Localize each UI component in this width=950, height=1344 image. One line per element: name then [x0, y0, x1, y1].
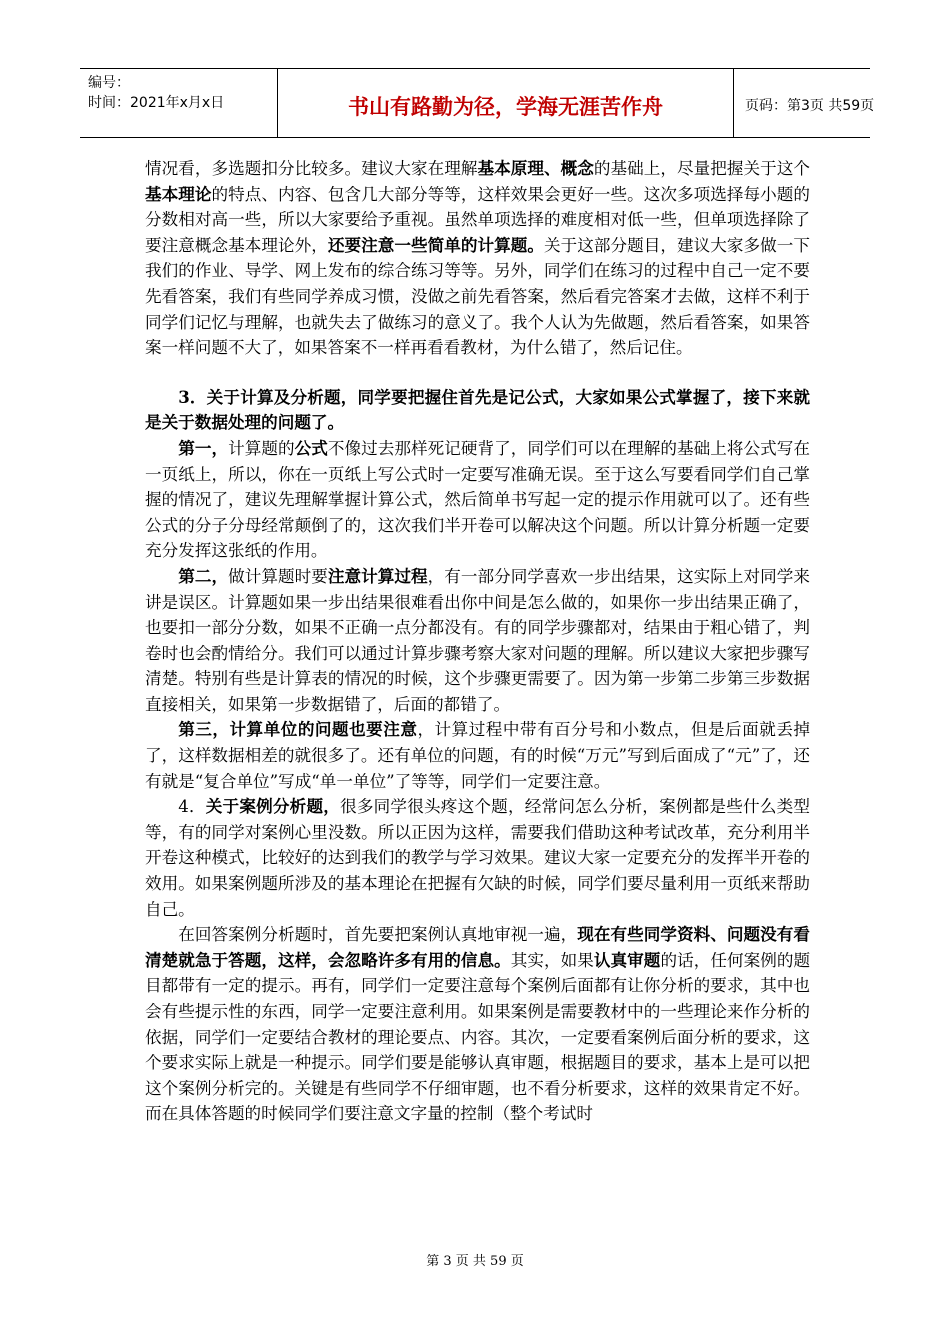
bold-text-run: 注意计算过程: [327, 565, 428, 586]
text-run: 的特点、内容、包含几大部分等等，这样效果会更好一些。这次多项选择每小题的分数相对高一些，所以大家要给予重视。虽然单项选择的难度相对低一些，但单项选择除了要注意概念基本理论外，: [145, 184, 811, 255]
text-run: ，计算过程中带有百分号和小数点，但是后面就丢掉了，这样数据相差的就很多了。还有单位的问题，有的时候“万元”写到后面成了“元”了，还有就是“复合单位”写成“单一单位”了等等，同学们一定要注意。: [145, 720, 811, 791]
paragraph-2: [145, 385, 810, 436]
bold-text-run: 公式: [294, 437, 328, 458]
paragraph-1: [145, 156, 810, 361]
paragraph-3: [145, 436, 810, 564]
bold-text-run: 第一，: [178, 437, 229, 458]
bold-text-run: 还要注意一些简单的计算题。: [327, 234, 545, 255]
text-run: 关于这部分题目，建议大家多做一下我们的作业、导学、网上发布的综合练习等等。另外，同学们在练习的过程中自己一定不要先看答案，我们有些同学养成习惯，没做之前先看答案，然后看完答案才去做，这样不利于同学们记忆与理解，也就失去了做练习的意义了。我个人认为先做题，然后看答案，如果答案一样问题不大了，如果答案不一样再看看教材，为什么错了，然后记住。: [145, 235, 811, 358]
text-run: 的基础上，尽量把握关于这个: [593, 159, 811, 178]
bold-text-run: 现在有些同学资料、问题没有看清楚就急于答题，这样，会忽略许多有用的信息。: [145, 924, 811, 970]
document-body: [145, 156, 810, 1127]
document-number-label: 编号：: [88, 75, 130, 91]
paragraph-5: [145, 717, 810, 794]
header-motto: 书山有路勤为径，学海无涯苦作舟: [348, 95, 663, 119]
text-run: 很多同学很头疼这个题，经常问怎么分析，案例都是些什么类型等，有的同学对案例心里没数。所以正因为这样，需要我们借助这种考试改革，充分利用半开卷这种模式，比较好的达到我们的教学与学习效果。建议大家一定要充分的发挥半开卷的效用。如果案例题所涉及的基本理论在把握有欠缺的时候，同学们要尽量利用一页纸来帮助自己。: [145, 797, 810, 919]
text-run: 在回答案例分析题时，首先要把案例认真地审视一遍，: [178, 925, 578, 945]
bold-text-run: 基本原理、概念: [477, 158, 594, 178]
bold-text-run: 认真审题: [593, 949, 661, 970]
text-run: 不像过去那样死记硬背了，同学们可以在理解的基础上将公式写在一页纸上，所以，你在一页纸上写公式时一定要写准确无误。至于这么写要看同学们自己掌握的情况了，建议先理解掌握计算公式，然后简单书写起一定的提示作用就可以了。还有些公式的分子分母经常颠倒了的，这次我们半开卷可以解决这个问题。所以计算分析题一定要充分发挥这张纸的作用。: [145, 438, 811, 561]
text-run: 做计算题时要: [228, 566, 328, 586]
header-left-cell: [80, 69, 278, 137]
text-run: 4．: [178, 797, 206, 817]
page-footer: 第 3 页 共 59 页: [426, 1254, 524, 1269]
text-run: ，有一部分同学喜欢一步出结果，这实际上对同学来讲是误区。计算题如果一步出结果很难看出你中间是怎么做的，如果你一步出结果正确了，也要扣一部分分数，如果不正确一点分都没有。有的同学步骤都对，结果由于粗心错了，判卷时也会酌情给分。我们可以通过计算步骤考察大家对问题的理解。所以建议大家把步骤写清楚。特别有些是计算表的情况的时候，这个步骤更需要了。因为第一步第二步第三步数据直接相关，如果第一步数据错了，后面的都错了。: [145, 566, 811, 714]
paragraph-6: [145, 794, 810, 922]
bold-text-run: 3．关于计算及分析题，同学要把握住首先是记公式，大家如果公式掌握了，接下来就是关于数据处理的问题了。: [145, 386, 810, 433]
bold-text-run: 关于案例分析题，: [205, 796, 341, 817]
header-motto-cell: [278, 69, 734, 137]
header-page-info: 页码：第3页 共59页: [745, 98, 875, 114]
text-run: 的话，任何案例的题目都带有一定的提示。再有，同学们一定要注意每个案例后面都有让你分析的要求，其中也会有些提示性的东西，同学一定要注意利用。如果案例是需要教材中的一些理论来作分析的依据，同学们一定要结合教材的理论要点、内容。其次，一定要看案例后面分析的要求，这个要求实际上就是一种提示。同学们要是能够认真审题，根据题目的要求，基本上是可以把这个案例分析完的。关键是有些同学不仔细审题，也不看分析要求，这样的效果肯定不好。而在具体答题的时候同学们要注意文字量的控制（整个考试时: [145, 950, 811, 1124]
text-run: 情况看，多选题扣分比较多。建议大家在理解: [145, 159, 478, 178]
page-header: [80, 68, 875, 138]
bold-text-run: 基本理论: [145, 183, 212, 204]
paragraph-gap: [145, 361, 810, 385]
document-time-label: 时间：2021年x月x日: [88, 95, 225, 111]
paragraph-4: [145, 564, 810, 718]
paragraph-7: [145, 922, 810, 1127]
bold-text-run: 第三，计算单位的问题也要注意: [178, 719, 418, 740]
header-right-cell: [733, 69, 875, 137]
text-run: 其实，如果: [510, 950, 594, 970]
bold-text-run: 第二，: [178, 565, 229, 586]
text-run: 计算题的: [228, 438, 295, 458]
